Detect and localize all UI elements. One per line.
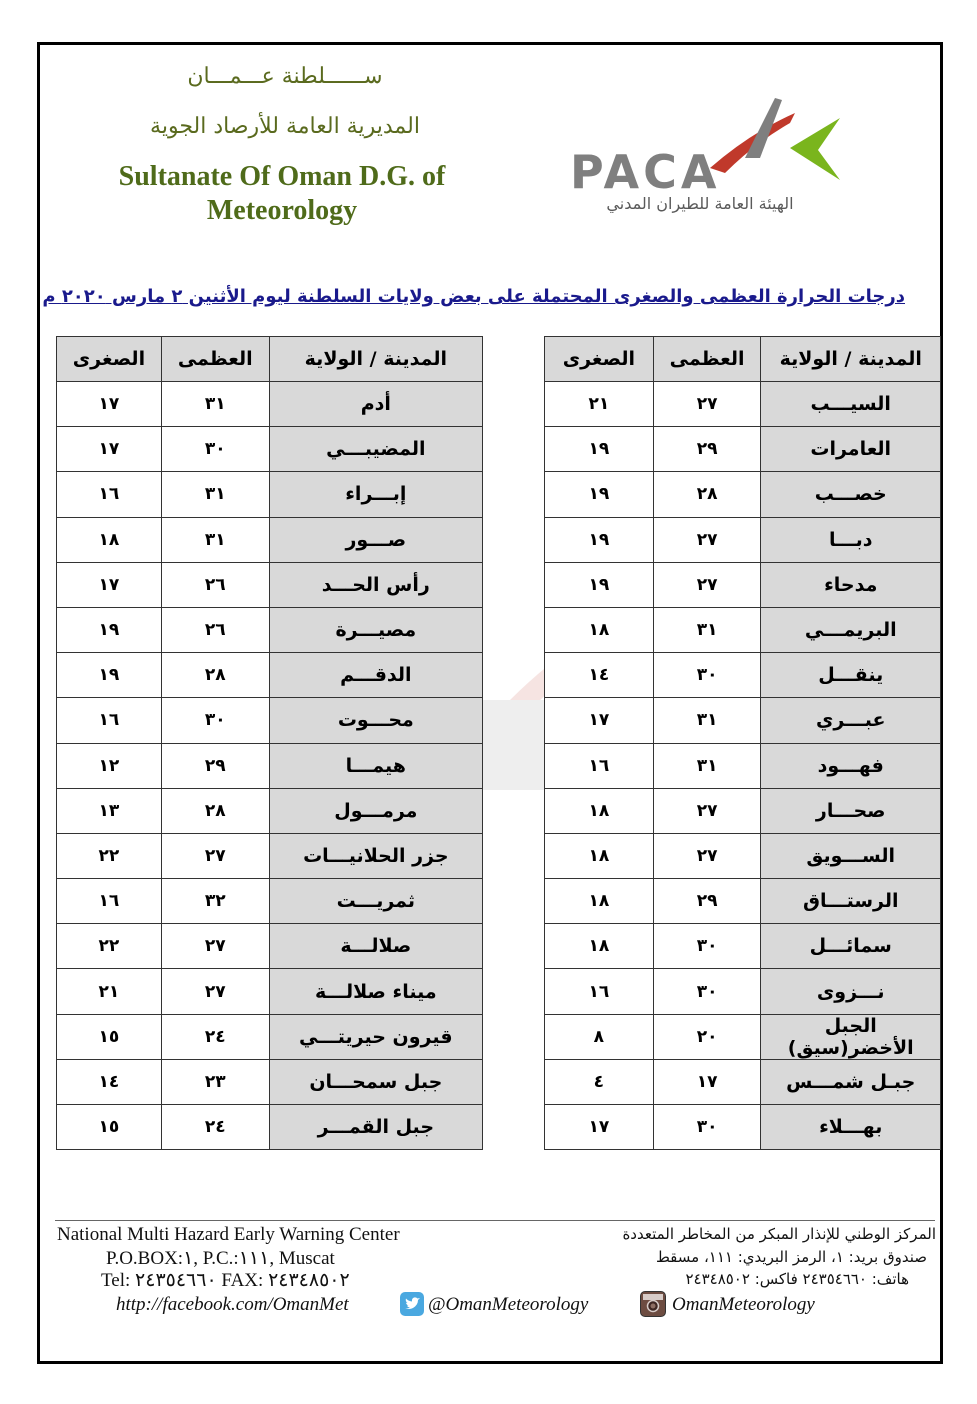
table-row	[57, 743, 483, 788]
max-temp-cell: ٢٧	[161, 969, 269, 1014]
city-cell: محـــوت	[269, 698, 482, 743]
min-temp-cell: ١٧	[57, 562, 162, 607]
table-row	[545, 924, 941, 969]
min-temp-cell: ١٨	[57, 517, 162, 562]
max-temp-cell: ٣١	[653, 743, 761, 788]
table-row	[57, 382, 483, 427]
min-temp-cell: ١٣	[57, 788, 162, 833]
city-cell: ميناء صلالـــة	[269, 969, 482, 1014]
max-temp-cell: ٣١	[161, 382, 269, 427]
city-cell: ثمريـــت	[269, 879, 482, 924]
table-row	[545, 427, 941, 472]
max-temp-cell: ٢٤	[161, 1014, 269, 1059]
max-temp-cell: ٢٧	[653, 517, 761, 562]
org-name-english-line1: Sultanate Of Oman D.G. of	[118, 161, 446, 192]
max-temp-cell: ٣٠	[653, 924, 761, 969]
max-temp-cell: ٢٧	[653, 382, 761, 427]
table-row	[57, 1059, 483, 1104]
min-temp-cell: ١٧	[545, 1105, 654, 1150]
max-temp-cell: ٢٩	[161, 743, 269, 788]
column-header-max: العظمى	[653, 337, 761, 382]
table-row	[545, 1014, 941, 1059]
city-cell: جبـل شمـــس	[761, 1059, 941, 1104]
min-temp-cell: ١٩	[545, 427, 654, 472]
min-temp-cell: ١٧	[57, 382, 162, 427]
min-temp-cell: ١٤	[545, 653, 654, 698]
table-row	[545, 969, 941, 1014]
max-temp-cell: ٣١	[653, 698, 761, 743]
table-row	[545, 517, 941, 562]
city-cell: نـــزوى	[761, 969, 941, 1014]
logo-swoosh-green	[790, 118, 840, 180]
city-cell: صلالـــة	[269, 924, 482, 969]
max-temp-cell: ٣٠	[653, 969, 761, 1014]
city-cell: خصـــب	[761, 472, 941, 517]
city-cell: هيمـــا	[269, 743, 482, 788]
footer-tel-en: Tel: ٢٤٣٥٤٦٦٠ FAX: ٢٤٣٤٨٥٠٢	[101, 1270, 350, 1291]
max-temp-cell: ٣١	[161, 517, 269, 562]
city-cell: رأس الحـــد	[269, 562, 482, 607]
min-temp-cell: ٨	[545, 1014, 654, 1059]
city-cell: الرستـــاق	[761, 879, 941, 924]
org-name-english	[92, 160, 472, 228]
city-cell: الجبل الأخضر(سيق)	[761, 1014, 941, 1059]
footer-tel-ar: هاتف: ٢٤٣٥٤٦٦٠ فاكس: ٢٤٣٤٨٥٠٢	[685, 1270, 909, 1288]
table-row	[57, 653, 483, 698]
min-temp-cell: ١٦	[57, 472, 162, 517]
min-temp-cell: ١٩	[545, 472, 654, 517]
min-temp-cell: ١٦	[57, 879, 162, 924]
city-cell: سمائـــل	[761, 924, 941, 969]
table-row	[545, 1105, 941, 1150]
org-name-english-line2: Meteorology	[206, 195, 358, 226]
max-temp-cell: ١٧	[653, 1059, 761, 1104]
table-row	[545, 562, 941, 607]
table-row	[57, 833, 483, 878]
min-temp-cell: ١٨	[545, 607, 654, 652]
max-temp-cell: ٢٦	[161, 607, 269, 652]
city-cell: البريمـــي	[761, 607, 941, 652]
max-temp-cell: ٢٣	[161, 1059, 269, 1104]
min-temp-cell: ٢٢	[57, 833, 162, 878]
logo-wordmark: PACA	[570, 145, 721, 199]
max-temp-cell: ٣٠	[161, 427, 269, 472]
min-temp-cell: ١٥	[57, 1105, 162, 1150]
city-cell: مدحاء	[761, 562, 941, 607]
table-row	[545, 382, 941, 427]
min-temp-cell: ١٩	[57, 607, 162, 652]
city-cell: السيـــب	[761, 382, 941, 427]
table-row	[57, 879, 483, 924]
column-header-min: الصغرى	[57, 337, 162, 382]
table-row	[545, 743, 941, 788]
max-temp-cell: ٢٧	[653, 562, 761, 607]
min-temp-cell: ١٦	[545, 969, 654, 1014]
table-row	[57, 788, 483, 833]
table-row	[57, 969, 483, 1014]
max-temp-cell: ٢٨	[161, 788, 269, 833]
city-cell: مرمـــول	[269, 788, 482, 833]
city-cell: عبـــري	[761, 698, 941, 743]
min-temp-cell: ٤	[545, 1059, 654, 1104]
city-cell: فهـــود	[761, 743, 941, 788]
instagram-icon[interactable]	[640, 1291, 666, 1317]
max-temp-cell: ٣١	[653, 607, 761, 652]
city-cell: صـــور	[269, 517, 482, 562]
max-temp-cell: ٢٤	[161, 1105, 269, 1150]
max-temp-cell: ٢٧	[653, 833, 761, 878]
max-temp-cell: ٢٧	[161, 924, 269, 969]
column-header-city: المدينة / الولاية	[269, 337, 482, 382]
table-row	[545, 607, 941, 652]
table-row	[545, 653, 941, 698]
max-temp-cell: ٢٨	[161, 653, 269, 698]
min-temp-cell: ١٨	[545, 924, 654, 969]
instagram-link[interactable]: OmanMeteorology	[672, 1294, 815, 1315]
table-header-row	[57, 337, 483, 382]
table-row	[57, 472, 483, 517]
min-temp-cell: ١٩	[545, 562, 654, 607]
table-row	[545, 1059, 941, 1104]
city-cell: إبـــراء	[269, 472, 482, 517]
min-temp-cell: ١٩	[57, 653, 162, 698]
min-temp-cell: ١٧	[57, 427, 162, 472]
city-cell: الســـويق	[761, 833, 941, 878]
min-temp-cell: ١٨	[545, 788, 654, 833]
table-row	[545, 879, 941, 924]
column-header-city: المدينة / الولاية	[761, 337, 941, 382]
table-header-row	[545, 337, 941, 382]
city-cell: جزر الحلانيـــات	[269, 833, 482, 878]
table-row	[545, 472, 941, 517]
table-row	[57, 1014, 483, 1059]
city-cell: الدقـــم	[269, 653, 482, 698]
max-temp-cell: ٣٠	[161, 698, 269, 743]
table-row	[545, 833, 941, 878]
max-temp-cell: ٢٩	[653, 879, 761, 924]
table-row	[57, 924, 483, 969]
city-cell: جبل سمحـــان	[269, 1059, 482, 1104]
city-cell: دبـــا	[761, 517, 941, 562]
city-cell: مصيـــرة	[269, 607, 482, 652]
max-temp-cell: ٢٩	[653, 427, 761, 472]
min-temp-cell: ١٨	[545, 833, 654, 878]
column-header-max: العظمى	[161, 337, 269, 382]
min-temp-cell: ٢١	[545, 382, 654, 427]
max-temp-cell: ٣٢	[161, 879, 269, 924]
table-row	[57, 427, 483, 472]
city-cell: العامرات	[761, 427, 941, 472]
city-cell: أدم	[269, 382, 482, 427]
table-row	[57, 607, 483, 652]
org-department-arabic: المديرية العامة للأرصاد الجوية	[150, 114, 420, 139]
footer-pobox-ar: صندوق بريد: ١، الرمز البريدي: ١١١، مسقط	[655, 1248, 927, 1266]
footer-divider	[55, 1220, 935, 1221]
min-temp-cell: ١٧	[545, 698, 654, 743]
max-temp-cell: ٢٠	[653, 1014, 761, 1059]
max-temp-cell: ٢٨	[653, 472, 761, 517]
max-temp-cell: ٢٧	[161, 833, 269, 878]
column-header-min: الصغرى	[545, 337, 654, 382]
temperature-table-right	[544, 336, 941, 1150]
min-temp-cell: ١٦	[57, 698, 162, 743]
max-temp-cell: ٢٧	[653, 788, 761, 833]
city-cell: ينقـــل	[761, 653, 941, 698]
min-temp-cell: ١٥	[57, 1014, 162, 1059]
min-temp-cell: ٢٢	[57, 924, 162, 969]
max-temp-cell: ٣١	[161, 472, 269, 517]
max-temp-cell: ٣٠	[653, 653, 761, 698]
twitter-icon[interactable]	[400, 1292, 424, 1316]
city-cell: المضيبـــي	[269, 427, 482, 472]
table-row	[545, 698, 941, 743]
table-row	[545, 788, 941, 833]
city-cell: بهـــلاء	[761, 1105, 941, 1150]
table-row	[57, 1105, 483, 1150]
table-row	[57, 698, 483, 743]
facebook-link[interactable]: http://facebook.com/OmanMet	[116, 1294, 349, 1315]
city-cell: قيرون حيريتـــي	[269, 1014, 482, 1059]
table-row	[57, 562, 483, 607]
twitter-link[interactable]: @OmanMeteorology	[428, 1294, 589, 1315]
city-cell: صحـــار	[761, 788, 941, 833]
min-temp-cell: ١٤	[57, 1059, 162, 1104]
org-name-arabic: ســــــلطنة عـــمـــان	[187, 64, 383, 89]
min-temp-cell: ١٦	[545, 743, 654, 788]
max-temp-cell: ٣٠	[653, 1105, 761, 1150]
logo-subtitle: الهيئة العامة للطيران المدني	[606, 194, 794, 213]
temperature-table-left	[56, 336, 483, 1150]
city-cell: جبل القمـــر	[269, 1105, 482, 1150]
footer-pobox-en: P.O.BOX:١, P.C.:١١١, Muscat	[106, 1248, 335, 1269]
min-temp-cell: ١٢	[57, 743, 162, 788]
min-temp-cell: ٢١	[57, 969, 162, 1014]
forecast-title: درجات الحرارة العظمى والصغرى المحتملة على بعض ولايات السلطنة ليوم الأثنين ٢ مارس ٢٠٢٠ م	[42, 286, 905, 307]
min-temp-cell: ١٨	[545, 879, 654, 924]
footer-center-name-en: National Multi Hazard Early Warning Center	[57, 1224, 400, 1245]
footer-center-name-ar: المركز الوطني للإنذار المبكر من المخاطر المتعددة	[622, 1225, 936, 1243]
max-temp-cell: ٢٦	[161, 562, 269, 607]
min-temp-cell: ١٩	[545, 517, 654, 562]
table-row	[57, 517, 483, 562]
